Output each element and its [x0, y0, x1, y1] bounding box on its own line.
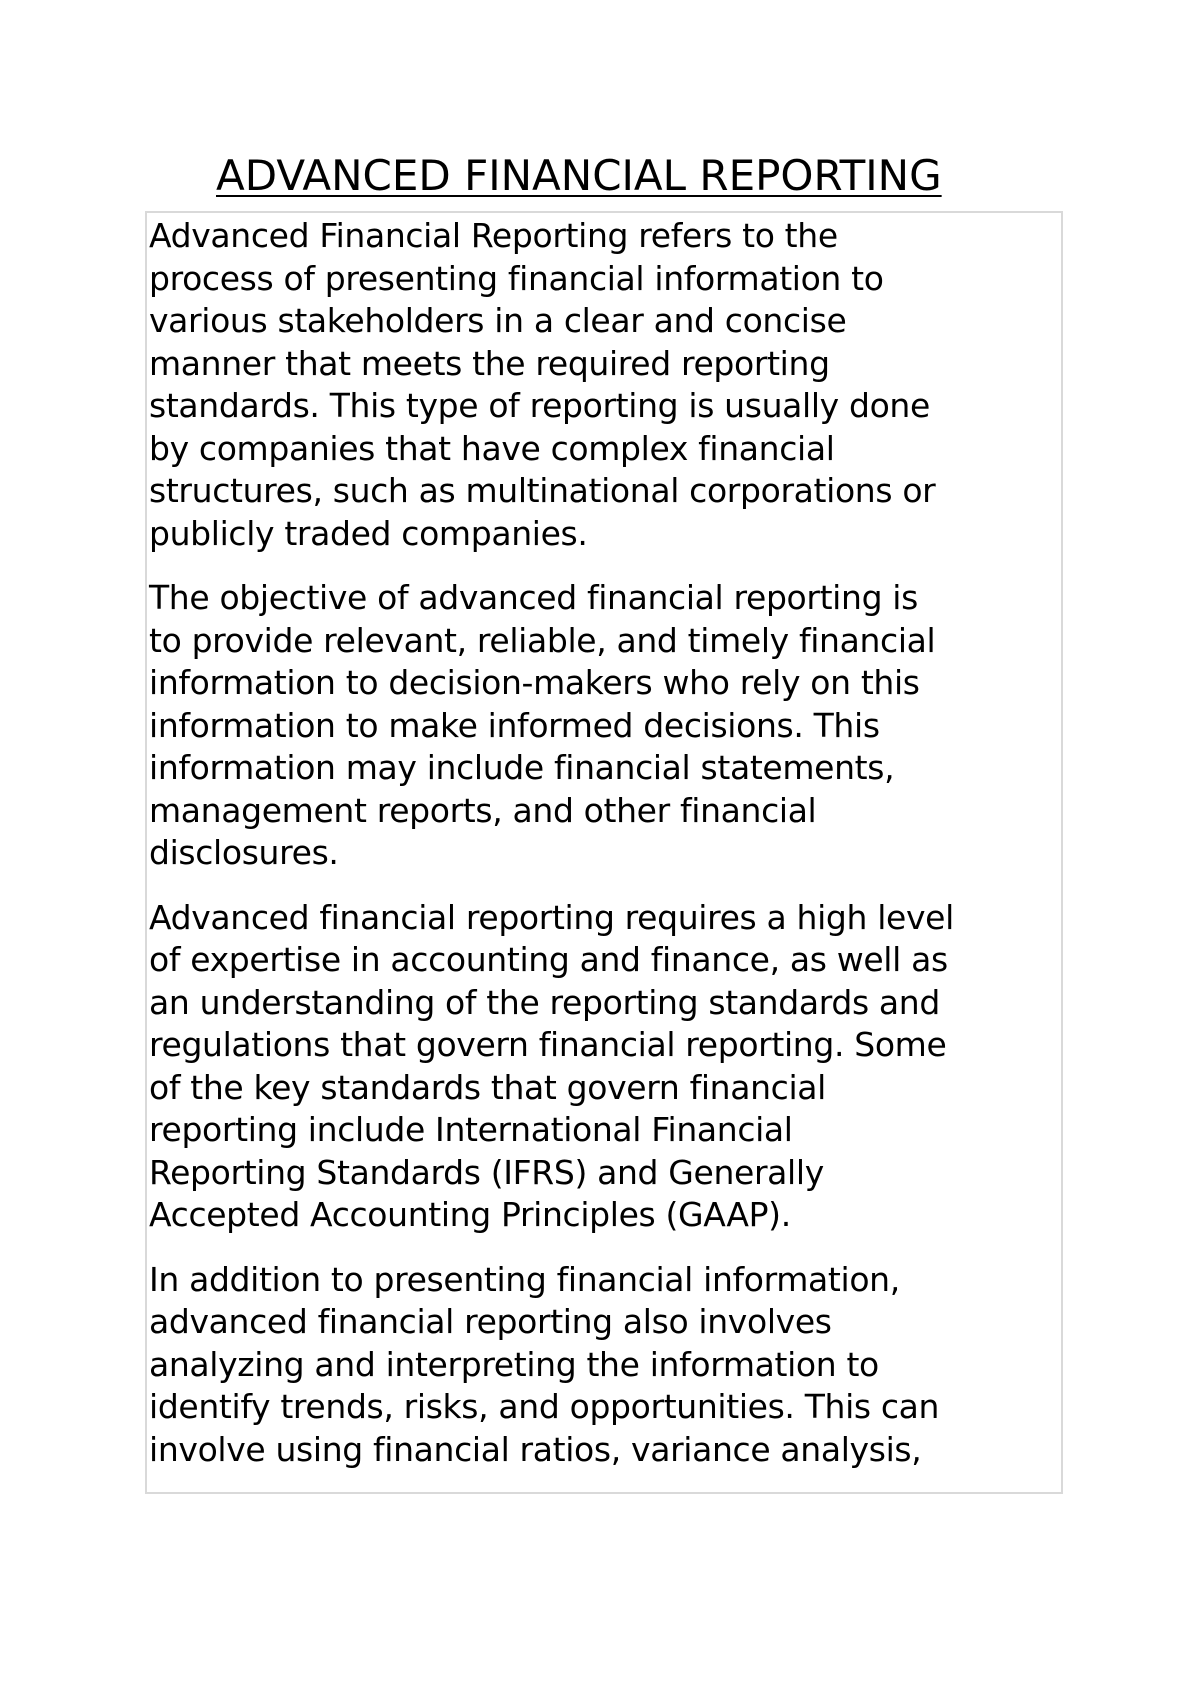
paragraph-line: advanced financial reporting also involves [149, 1302, 832, 1341]
paragraph-line: manner that meets the required reporting [149, 343, 830, 383]
paragraph-line: identify trends, risks, and opportunities. This can [149, 1387, 940, 1426]
paragraph-line: standards. This type of reporting is usually done [149, 386, 930, 425]
paragraph-line: of the key standards that govern financial [149, 1067, 826, 1107]
paragraph-line: Advanced financial reporting requires a high level [149, 897, 954, 937]
paragraph-3 [147, 897, 1061, 1237]
paragraph-line: involve using financial ratios, variance analysis, [149, 1429, 922, 1469]
paragraph-line: an understanding of the reporting standards and [149, 982, 940, 1022]
paragraph-line: information may include financial statements, [149, 748, 895, 787]
content-text-box [145, 211, 1063, 1494]
paragraph-line: by companies that have complex financial [149, 428, 835, 468]
paragraph-line: The objective of advanced financial reporting is [149, 578, 918, 617]
paragraph-line: In addition to presenting financial information, [149, 1259, 900, 1299]
paragraph-line: management reports, and other financial [149, 790, 817, 830]
paragraph-line: information to decision-makers who rely on this [149, 663, 920, 702]
paragraph-line: Advanced Financial Reporting refers to the [149, 216, 838, 255]
paragraph-line: Reporting Standards (IFRS) and Generally [149, 1152, 824, 1192]
paragraph-2 [147, 577, 1061, 875]
paragraph-line: various stakeholders in a clear and concise [149, 301, 847, 340]
paragraph-line: reporting include International Financial [149, 1110, 793, 1149]
paragraph-4 [147, 1259, 1061, 1472]
paragraph-line: information to make informed decisions. This [149, 705, 880, 745]
paragraph-1 [147, 215, 1061, 555]
page-title: ADVANCED FINANCIAL REPORTING [216, 151, 942, 200]
paragraph-line: disclosures. [149, 833, 339, 872]
paragraph-line: Accepted Accounting Principles (GAAP). [149, 1195, 791, 1234]
paragraph-line: regulations that govern financial reporting. Some [149, 1025, 947, 1064]
paragraph-line: structures, such as multinational corporations or [149, 471, 936, 510]
paragraph-line: publicly traded companies. [149, 513, 588, 553]
paragraph-line: to provide relevant, reliable, and timely financial [149, 620, 936, 660]
paragraph-line: analyzing and interpreting the information to [149, 1344, 879, 1384]
paragraph-line: process of presenting financial information to [149, 258, 884, 298]
paragraph-line: of expertise in accounting and finance, as well as [149, 940, 948, 979]
